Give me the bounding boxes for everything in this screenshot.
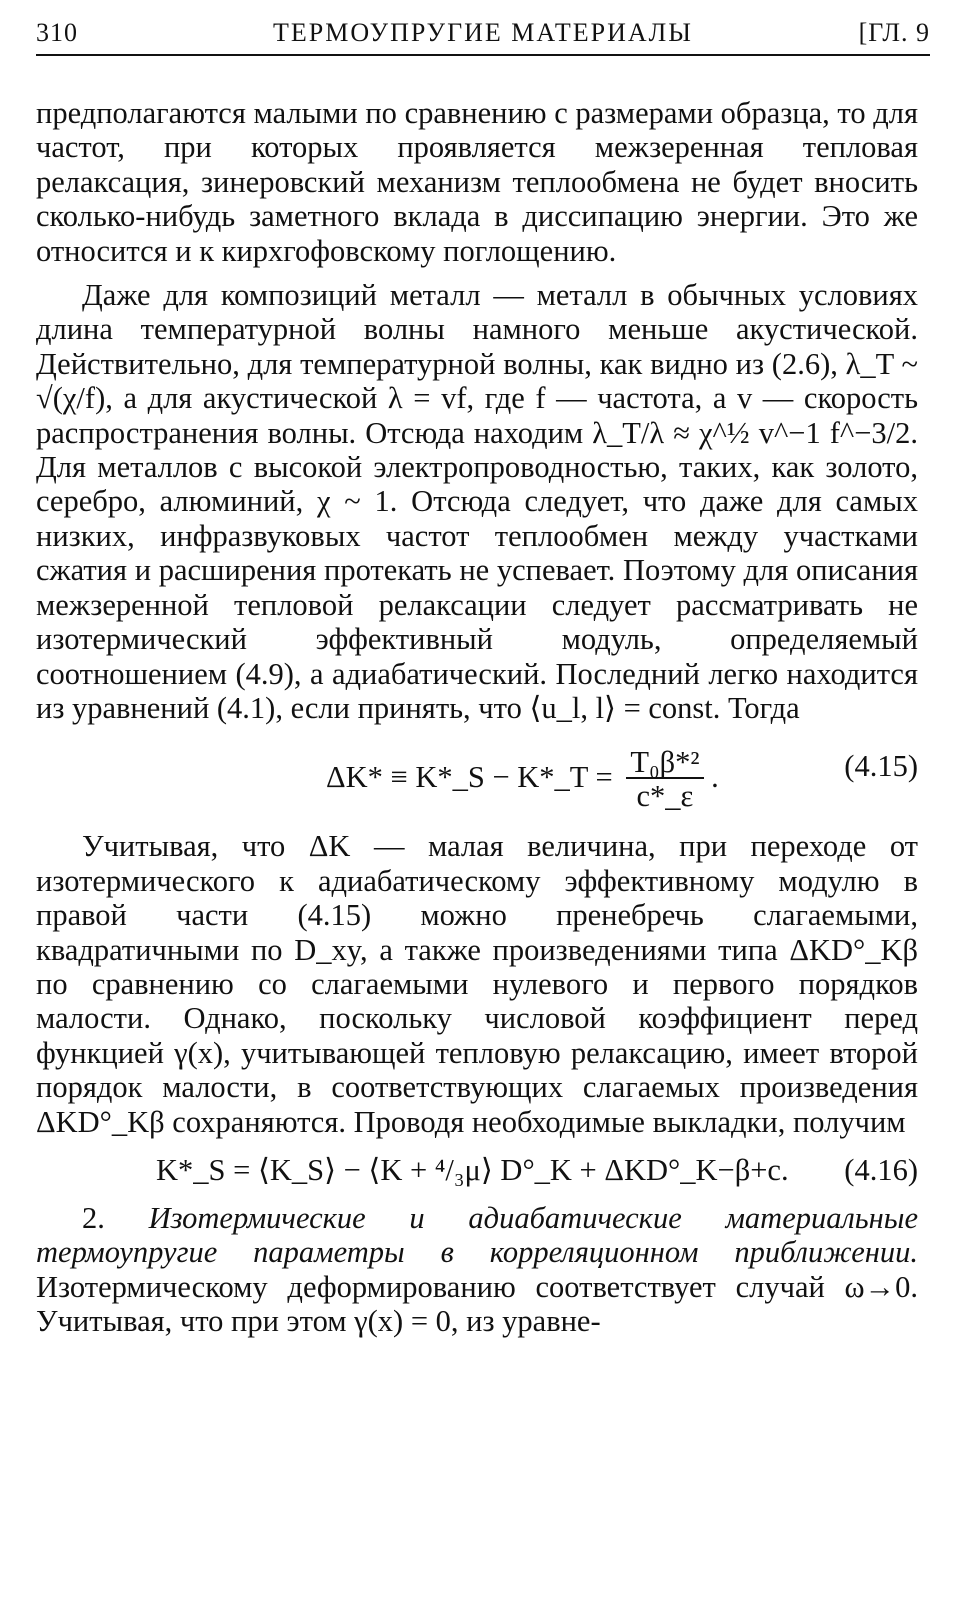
running-title: ТЕРМОУПРУГИЕ МАТЕРИАЛЫ	[273, 18, 693, 47]
paragraph-4	[36, 1201, 918, 1339]
equation-lhs: ΔK* ≡ K*_S − K*_T =	[326, 760, 613, 795]
chapter-label: [ГЛ. 9	[858, 18, 930, 47]
equation-body: K*_S = ⟨K_S⟩ − ⟨K + ⁴/₃μ⟩ D°_K + ΔKD°_K−β+c.	[156, 1152, 789, 1187]
equation-tail: .	[711, 760, 719, 795]
paragraph-3: Учитывая, что ΔK — малая величина, при переходе от изотермического к адиабатическому эффективному модулю в правой части (4.15) можно пренебречь слагаемыми, квадратичными по D_xy, а также произведениями типа ΔKD°_Kβ по сравнению со слагаемыми нулевого и первого порядков малости. Однако, поскольку числовой коэффициент перед функцией γ(x), учитывающей тепловую релаксацию, имеет второй порядок малости, в соответствующих слагаемых произведения ΔKD°_Kβ сохраняются. Проводя необходимые выкладки, получим	[36, 829, 918, 1139]
equation-4-16	[36, 1139, 918, 1201]
equation-fraction	[626, 747, 703, 813]
fraction-numerator: T₀β*²	[626, 747, 703, 779]
running-header	[36, 14, 930, 56]
text-body	[36, 96, 918, 1339]
section-number: 2.	[82, 1200, 149, 1235]
paragraph-2: Даже для композиций металл — металл в обычных условиях длина температурной волны намного меньше акустической. Действительно, для температурной волны, как видно из (2.6), λ_T ~ √(χ/f), а для акустической λ = vf, где f — частота, а v — скорость распространения волны. Отсюда находим λ_T/λ ≈ χ^½ v^−1 f^−3/2. Для металлов с высокой электропроводностью, таких, как золото, серебро, алюминий, χ ~ 1. Отсюда следует, что даже для самых низких, инфразвуковых частот теплообмен между участками сжатия и расширения протекать не успевает. Поэтому для описания межзеренной тепловой релаксации следует рассматривать не изотермический эффективный модуль, определяемый соотношением (4.9), а адиабатический. Последний легко находится из уравнений (4.1), если принять, что ⟨u_l, l⟩ = const. Тогда	[36, 278, 918, 725]
fraction-denominator: c*_ε	[636, 779, 694, 814]
equation-4-15	[36, 725, 918, 829]
equation-number: (4.16)	[844, 1152, 918, 1187]
paragraph-4-text: Изотермическому деформированию соответствует случай ω→0. Учитывая, что при этом γ(x) = 0, из уравне-	[36, 1269, 918, 1339]
equation-number: (4.15)	[844, 749, 918, 784]
page-number: 310	[36, 18, 78, 47]
section-heading: Изотермические и адиабатические материальные термоупругие параметры в корреляционном приближении.	[36, 1200, 919, 1270]
paragraph-1: предполагаются малыми по сравнению с размерами образца, то для частот, при которых проявляется межзеренная тепловая релаксация, зинеровский механизм теплообмена не будет вносить сколько-нибудь заметного вклада в диссипацию энергии. Это же относится и к кирхгофовскому поглощению.	[36, 96, 918, 268]
